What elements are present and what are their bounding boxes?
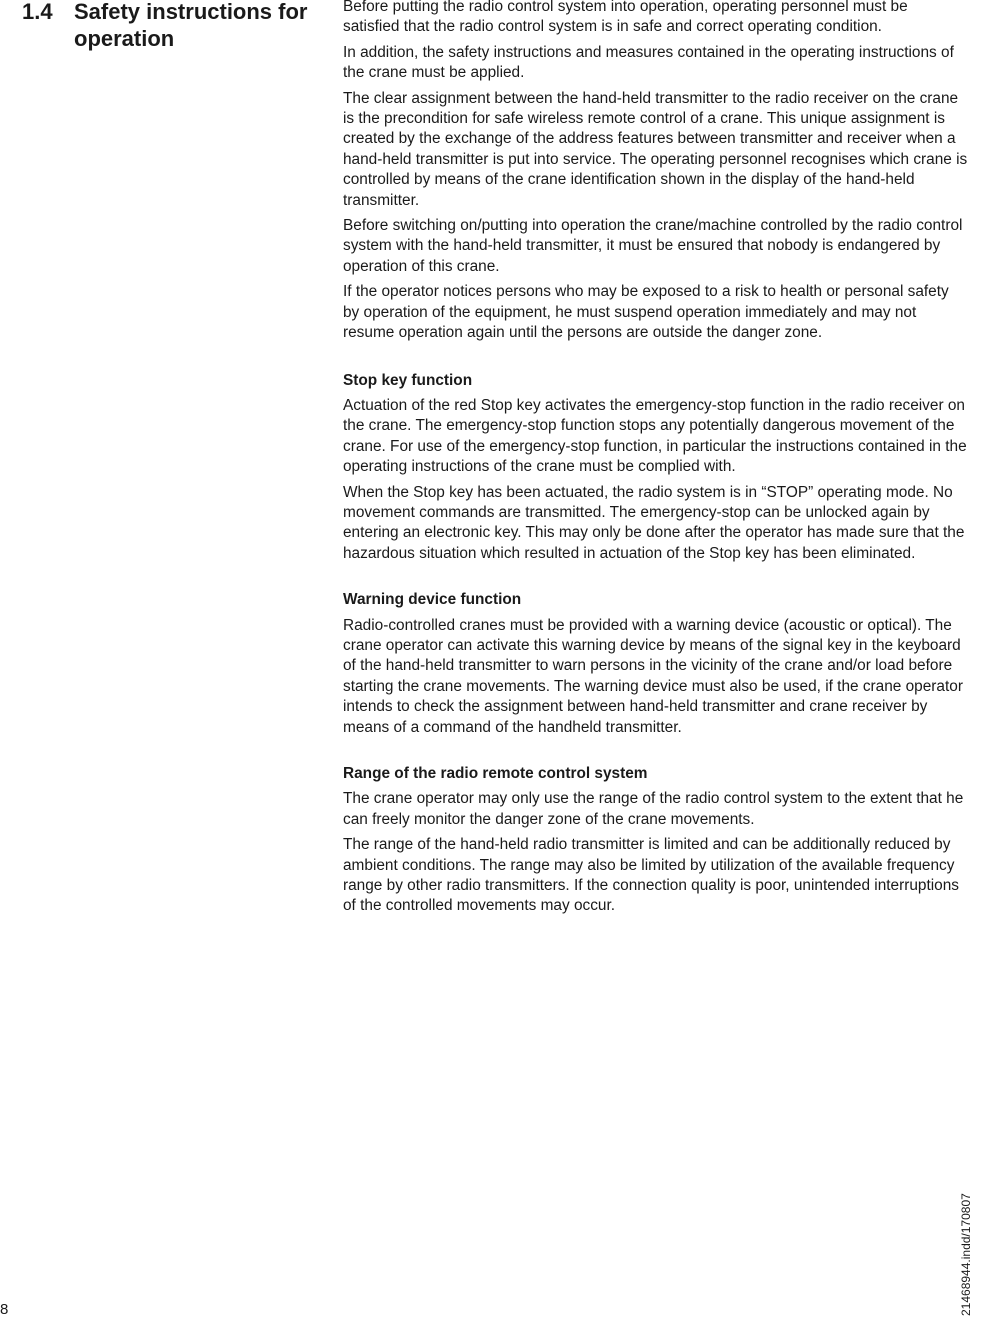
stop-key-paragraph-2: When the Stop key has been actuated, the radio system is in “STOP” operating mode. No movement commands are transmitted. The emergency-stop can be unlocked again by entering an electronic key. This may only be done after the operator has made sure that the hazardous situation which resulted in actuation of the Stop key has been eliminated. [343,483,965,562]
intro-paragraph-1: Before putting the radio control system into operation, operating personnel must be satisfied that the radio control system is in safe and correct operating condition. [343,0,908,36]
intro-paragraph-2: In addition, the safety instructions and measures contained in the operating instructions of the crane must be applied. [343,43,954,82]
document-code: 21468944.indd/170807 [959,1193,973,1316]
section-number: 1.4 [22,0,53,24]
section-title: Safety instructions for operation [74,0,308,51]
stop-key-paragraph-1: Actuation of the red Stop key activates the emergency-stop function in the radio receiver on the crane. The emergency-stop function stops any potentially dangerous movement of the crane. For use of the emergency-stop function, in particular the instructions contained in the operating instructions of the crane must be complied with. [343,396,967,476]
warning-device-paragraph-1: Radio-controlled cranes must be provided with a warning device (acoustic or optical). The crane operator can activate this warning device by means of the signal key in the keyboard of the hand-held transmitter to warn persons in the vicinity of the crane and/or load before starting the crane movements. The warning device must also be used, if the crane operator intends to check the assignment between hand-held transmitter and crane receiver by means of a command of the handheld transmitter. [343,616,963,736]
body-text-column [343,0,968,922]
page-number: 8 [0,1301,9,1318]
range-paragraph-1: The crane operator may only use the range of the radio control system to the extent that he can freely monitor the danger zone of the crane movements. [343,790,964,828]
range-paragraph-2: The range of the hand-held radio transmitter is limited and can be additionally reduced by ambient conditions. The range may also be limited by utilization of the available frequency range by other radio transmitters. If the connection quality is poor, unintended interruptions of the controlled movements may occur. [343,836,959,915]
warning-device-heading: Warning device function [343,591,522,609]
range-heading: Range of the radio remote control system [343,765,648,782]
intro-paragraph-4: Before switching on/putting into operation the crane/machine controlled by the radio control system with the hand-held transmitter, it must be ensured that nobody is endangered by operation of this crane. [343,217,963,275]
stop-key-heading: Stop key function [343,371,473,389]
intro-paragraph-5: If the operator notices persons who may be exposed to a risk to health or personal safety by operation of the equipment, he must suspend operation immediately and may not resume operation again until the persons are outside the danger zone. [343,283,949,342]
intro-paragraph-3: The clear assignment between the hand-held transmitter to the radio receiver on the crane is the precondition for safe wireless remote control of a crane. This unique assignment is created by the exchange of the address features between transmitter and receiver when a hand-held transmitter is put into service. The operating personnel recognises which crane is controlled by means of the crane identification shown in the display of the hand-held transmitter. [343,89,968,209]
